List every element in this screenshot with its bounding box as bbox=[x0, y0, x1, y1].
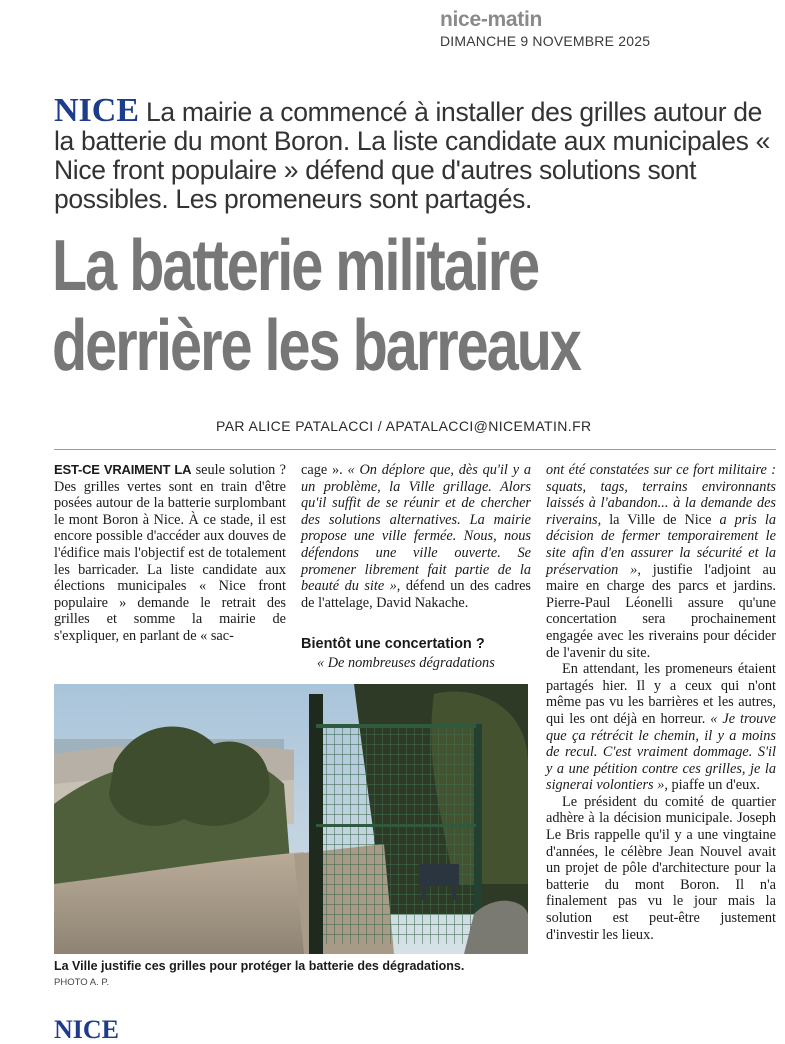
headline-line-1: La batterie militaire bbox=[52, 226, 539, 306]
photo-credit: PHOTO A. P. bbox=[54, 977, 110, 988]
column-1-text: seule solution ? Des grilles vertes sont en train d'être posées autour de la batterie surplombant le mont Boron à Nice. À ce stade, il est encore possible d'accéder aux douves de l'édifice mais l'objectif est de totalement les barricader. La liste candidate aux élections municipales « Nice front populaire » demande le retrait des grilles et somme la mairie de s'expliquer, en parlant de « sac- bbox=[54, 462, 286, 644]
masthead bbox=[440, 8, 740, 49]
column-2-text-start: cage ». bbox=[301, 462, 348, 478]
fence-photo-illustration bbox=[54, 684, 528, 954]
article-column-2 bbox=[301, 462, 531, 611]
lead-in: EST-CE VRAIMENT LA bbox=[54, 462, 192, 477]
column-3-text-end: , justifie l'adjoint au maire en charge des parcs et jardins. Pierre-Paul Léonelli assure qu'une concertation sera prochainement engagée avec les riverains pour décider de l'avenir du site. bbox=[546, 561, 776, 661]
newspaper-brand: nice-matin bbox=[440, 8, 543, 31]
column-3-p2-quote: « Je trouve que ça rétrécit le chemin, il y a moins de recul. C'est vraiment dommage. S'il y a une pétition contre ces grilles, je la signerai volontiers » bbox=[546, 710, 777, 794]
issue-date: DIMANCHE 9 NOVEMBRE 2025 bbox=[440, 33, 651, 49]
column-3-p2-start: En attendant, les promeneurs étaient partagés hier. Il y a ceux qui n'ont même pas vu les barrières et les autres, qui les ont déjà en horreur. bbox=[546, 661, 776, 727]
byline: PAR ALICE PATALACCI / APATALACCI@NICEMATIN.FR bbox=[216, 418, 592, 434]
article-photo bbox=[54, 684, 528, 954]
column-2-paragraph bbox=[301, 462, 531, 611]
column-3-paragraph-2 bbox=[546, 661, 776, 794]
column-1-paragraph bbox=[54, 462, 286, 645]
footer-kicker: NICE bbox=[54, 1015, 120, 1044]
article-lead bbox=[54, 92, 776, 214]
column-3-quote-b: a pris la décision de fermer temporairement le site afin d'en assurer la sécurité et la préservation » bbox=[546, 511, 776, 578]
column-3-paragraph-1 bbox=[546, 462, 776, 661]
column-3-quote-a: ont été constatées sur ce fort militaire : squats, tags, terrains environnants laissés à l'abandon... à la demande des riverains, bbox=[546, 462, 776, 528]
article-column-1 bbox=[54, 462, 286, 645]
lead-kicker: NICE bbox=[54, 92, 140, 129]
column-3-paragraph-3: Le président du comité de quartier adhère à la décision municipale. Joseph Le Bris rappelle qu'il y a une vingtaine d'années, le célèbre Jean Nouvel avait un projet de pôle d'architecture pour la batterie du mont Boron. Il n'a finalement pas vu le jour mais la solution est peut-être justement d'investir les lieux. bbox=[546, 793, 776, 943]
bench bbox=[419, 864, 459, 886]
section-subhead: Bientôt une concertation ? bbox=[301, 636, 485, 652]
article-headline bbox=[52, 226, 628, 386]
article-column-2-continued bbox=[301, 655, 531, 672]
headline-line-2: derrière les barreaux bbox=[52, 306, 580, 386]
divider bbox=[54, 449, 776, 450]
column-2-quote-2: « De nombreuses dégradations bbox=[317, 655, 495, 671]
article-column-3 bbox=[546, 462, 776, 943]
column-2-quote: « On déplore que, dès qu'il y a un problème, la Ville grillage. Alors qu'il suffit de se réunir et de chercher des solutions alternatives. La mairie propose une ville fermée. Nous, nous défendons une ville ouverte. Se promener librement fait partie de la beauté du site » bbox=[301, 462, 531, 595]
column-3-mid: la Ville de Nice bbox=[601, 511, 720, 528]
column-2-text-end: , défend un des cadres de l'attelage, David Nakache. bbox=[301, 578, 531, 611]
lead-text: La mairie a commencé à installer des grilles autour de la batterie du mont Boron. La liste candidate aux municipales « Nice front populaire » défend que d'autres solutions sont possibles. Les promeneurs sont partagés. bbox=[54, 97, 770, 214]
column-2-paragraph-2 bbox=[301, 655, 531, 672]
column-3-p2-end: , piaffe un d'eux. bbox=[664, 777, 760, 794]
photo-caption: La Ville justifie ces grilles pour protéger la batterie des dégradations. bbox=[54, 959, 465, 973]
